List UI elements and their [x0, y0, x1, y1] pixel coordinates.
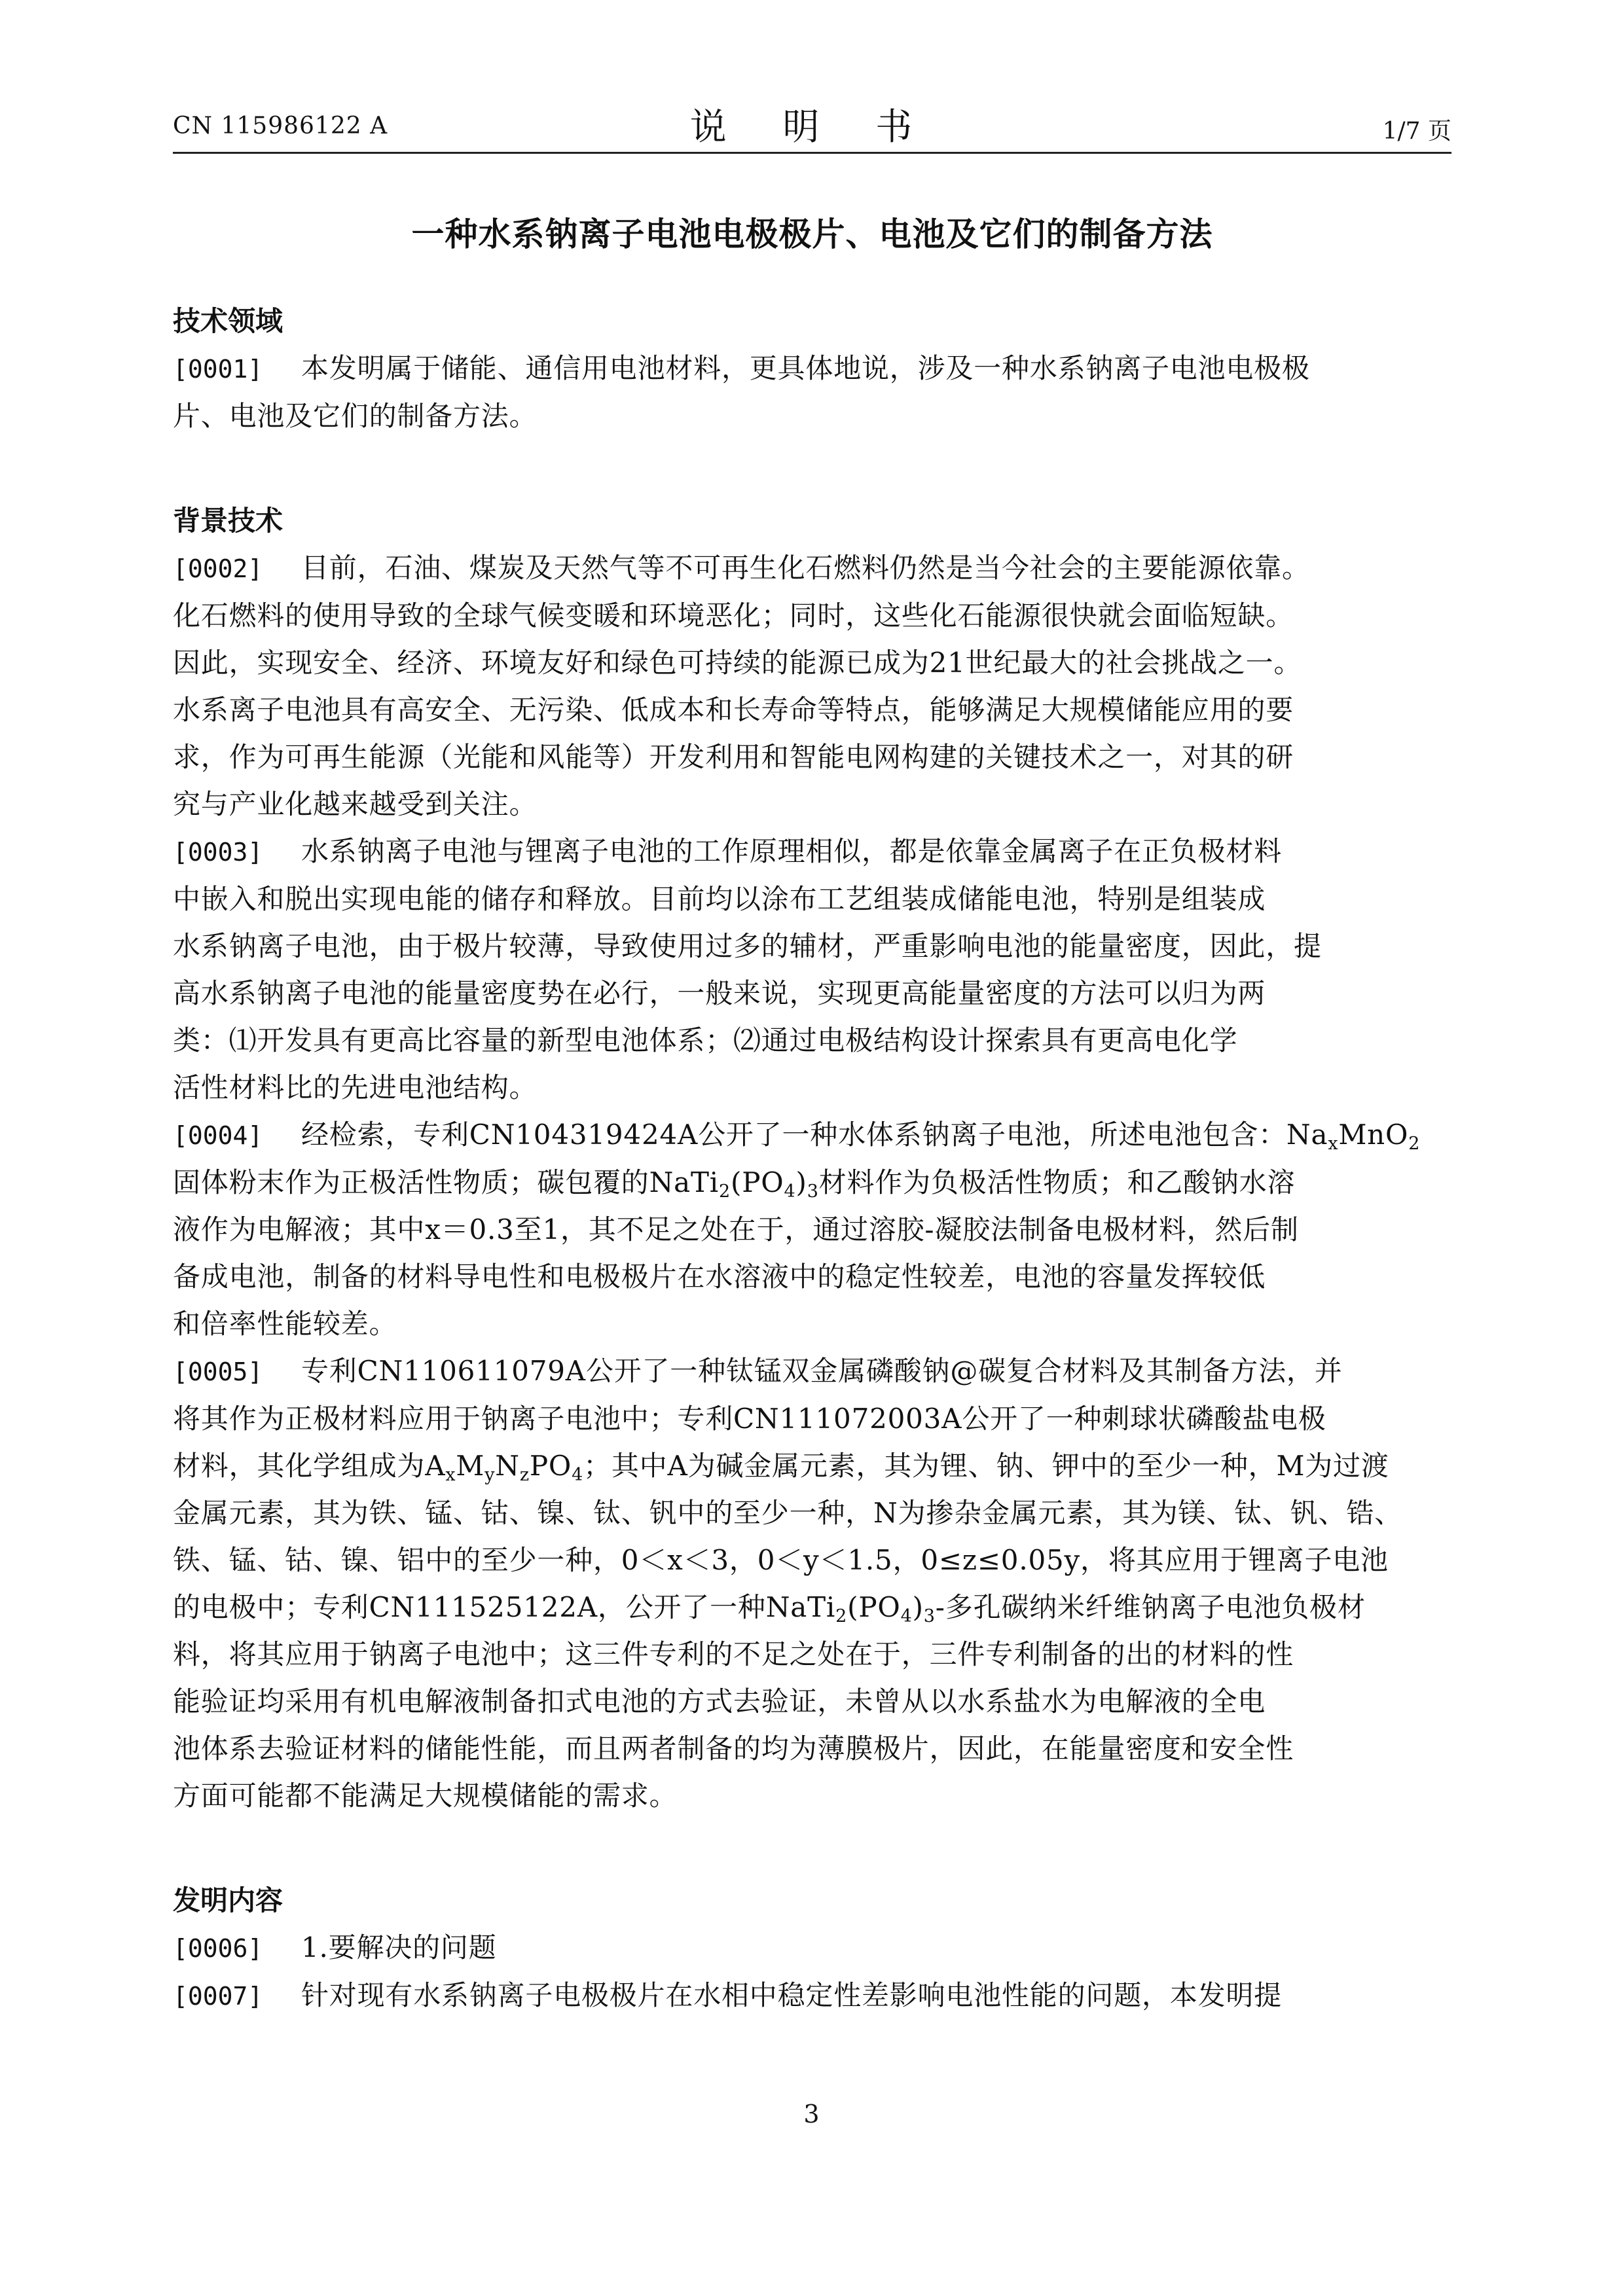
text-line: 活性材料比的先进电池结构。: [173, 1071, 538, 1103]
paragraph-number: [0003]: [173, 838, 263, 867]
text-run: (PO: [731, 1166, 784, 1198]
paragraph-0006: [173, 1924, 1451, 1972]
text-line: [173, 1443, 1451, 1490]
text-line: 能验证均采用有机电解液制备扣式电池的方式去验证，未曾从以水系盐水为电解液的全电: [173, 1685, 1266, 1717]
text-line: [173, 345, 1451, 393]
page-header: [173, 98, 1451, 151]
text-run: 目前，石油、煤炭及天然气等不可再生化石燃料仍然是当今社会的主要能源依靠。: [301, 552, 1310, 584]
text-run: 材料，其化学组成为A: [173, 1450, 446, 1482]
paragraph-number: [0006]: [173, 1934, 263, 1963]
subscript: x: [445, 1465, 456, 1485]
subscript: z: [519, 1465, 530, 1485]
text-line: 求，作为可再生能源（光能和风能等）开发利用和智能电网构建的关键技术之一，对其的研: [173, 741, 1294, 773]
document-body: [173, 298, 1451, 2020]
subscript: 4: [784, 1181, 796, 1202]
text-line: 中嵌入和脱出实现电能的储存和释放。目前均以涂布工艺组装成储能电池，特别是组装成: [173, 883, 1266, 915]
subscript: 2: [719, 1181, 731, 1202]
text-run: 本发明属于储能、通信用电池材料，更具体地说，涉及一种水系钠离子电池电极极: [301, 352, 1310, 384]
text-line: 水系钠离子电池，由于极片较薄，导致使用过多的辅材，严重影响电池的能量密度，因此，提: [173, 930, 1322, 962]
text-line: 将其作为正极材料应用于钠离子电池中；专利CN111072003A公开了一种刺球状磷酸盐电极: [173, 1403, 1326, 1435]
text-run: MnO: [1338, 1119, 1409, 1151]
text-run: 1.要解决的问题: [301, 1931, 497, 1964]
text-line: 和倍率性能较差。: [173, 1308, 397, 1340]
text-run: ): [912, 1591, 924, 1623]
paragraph-number: [0007]: [173, 1982, 263, 2011]
document-title: 一种水系钠离子电池电极极片、电池及它们的制备方法: [411, 215, 1213, 253]
paragraph-text: [173, 345, 1451, 440]
paragraph-number: [0004]: [173, 1121, 263, 1150]
text-line: [173, 1924, 1451, 1972]
text-run: 针对现有水系钠离子电极极片在水相中稳定性差影响电池性能的问题，本发明提: [301, 1979, 1283, 2011]
text-line: 类：⑴开发具有更高比容量的新型电池体系；⑵通过电极结构设计探索具有更高电化学: [173, 1024, 1238, 1056]
publication-number: CN 115986122 A: [173, 113, 388, 139]
document-type-label: 说 明 书: [689, 106, 935, 149]
text-line: 因此，实现安全、经济、环境友好和绿色可持续的能源已成为21世纪最大的社会挑战之一。: [173, 647, 1302, 679]
text-line: 究与产业化越来越受到关注。: [173, 788, 538, 820]
text-run: ): [795, 1166, 807, 1198]
subscript: x: [1328, 1134, 1339, 1154]
text-line: [173, 828, 1451, 876]
text-line: 铁、锰、钴、镍、铝中的至少一种，0＜x＜3，0＜y＜1.5，0≤z≤0.05y，将其应用于锂离子电池: [173, 1544, 1389, 1576]
section-gap: [173, 1820, 1451, 1877]
text-line: 备成电池，制备的材料导电性和电极极片在水溶液中的稳定性较差，电池的容量发挥较低: [173, 1261, 1266, 1293]
text-run: 水系钠离子电池与锂离子电池的工作原理相似，都是依靠金属离子在正负极材料: [301, 835, 1283, 867]
text-line: 料，将其应用于钠离子电池中；这三件专利的不足之处在于，三件专利制备的出的材料的性: [173, 1638, 1294, 1670]
text-run: 经检索，专利CN104319424A公开了一种水体系钠离子电池，所述电池包含：Na: [301, 1119, 1328, 1151]
text-run: (PO: [847, 1591, 901, 1623]
subscript: 4: [900, 1606, 913, 1626]
text-line: [173, 1348, 1451, 1395]
text-run: 材料作为负极活性物质；和乙酸钠水溶: [818, 1166, 1296, 1198]
paragraph-0007: [173, 1972, 1451, 2020]
paragraph-0001: [173, 345, 1451, 440]
text-line: 池体系去验证材料的储能性能，而且两者制备的均为薄膜极片，因此，在能量密度和安全性: [173, 1732, 1294, 1765]
text-run: ；其中A为碱金属元素，其为锂、钠、钾中的至少一种，M为过渡: [583, 1450, 1389, 1482]
text-line: [173, 1111, 1451, 1159]
text-run: N: [495, 1450, 520, 1482]
text-line: 水系离子电池具有高安全、无污染、低成本和长寿命等特点，能够满足大规模储能应用的要: [173, 694, 1294, 726]
text-run: 固体粉末作为正极活性物质；碳包覆的NaTi: [173, 1166, 720, 1198]
paragraph-0004: [173, 1111, 1451, 1348]
section-heading-background: 背景技术: [173, 505, 283, 537]
paragraph-number: [0002]: [173, 554, 263, 583]
text-run: -多孔碳纳米纤维钠离子电池负极材: [935, 1591, 1366, 1623]
text-line: [173, 1972, 1451, 2020]
text-line: 化石燃料的使用导致的全球气候变暖和环境恶化；同时，这些化石能源很快就会面临短缺。: [173, 600, 1294, 632]
text-line: 高水系钠离子电池的能量密度势在必行，一般来说，实现更高能量密度的方法可以归为两: [173, 977, 1266, 1009]
paragraph-number: [0001]: [173, 355, 263, 384]
subscript: 2: [1408, 1134, 1421, 1154]
text-line: [173, 1159, 1451, 1206]
paragraph-0003: [173, 828, 1451, 1111]
subscript: 2: [835, 1606, 848, 1626]
text-line: [173, 1584, 1451, 1631]
paragraph-number: [0005]: [173, 1357, 263, 1386]
section-heading-technical-field: 技术领域: [173, 305, 283, 337]
paragraph-0005: [173, 1348, 1451, 1820]
text-run: 专利CN110611079A公开了一种钛锰双金属磷酸钠@碳复合材料及其制备方法，并: [301, 1355, 1343, 1387]
text-run: 的电极中；专利CN111525122A，公开了一种NaTi: [173, 1591, 836, 1623]
header-divider: [173, 152, 1451, 154]
text-line: 金属元素，其为铁、锰、钴、镍、钛、钒中的至少一种，N为掺杂金属元素，其为镁、钛、钒、锆、: [173, 1497, 1402, 1529]
paragraph-0002: [173, 545, 1451, 828]
section-heading-invention-content: 发明内容: [173, 1884, 283, 1916]
text-line: [173, 545, 1451, 592]
text-line: 片、电池及它们的制备方法。: [173, 400, 538, 432]
text-line: 方面可能都不能满足大规模储能的需求。: [173, 1780, 678, 1812]
subscript: 4: [572, 1465, 584, 1485]
section-gap: [173, 440, 1451, 497]
subscript: 3: [923, 1606, 936, 1626]
page-indicator: 1/7 页: [1382, 118, 1451, 145]
page-number: 3: [803, 2100, 820, 2128]
text-line: 液作为电解液；其中x＝0.3至1，其不足之处在于，通过溶胶-凝胶法制备电极材料，然后制: [173, 1213, 1299, 1246]
text-run: PO: [529, 1450, 572, 1482]
subscript: 3: [807, 1181, 819, 1202]
subscript: y: [484, 1465, 496, 1485]
text-run: M: [456, 1450, 485, 1482]
